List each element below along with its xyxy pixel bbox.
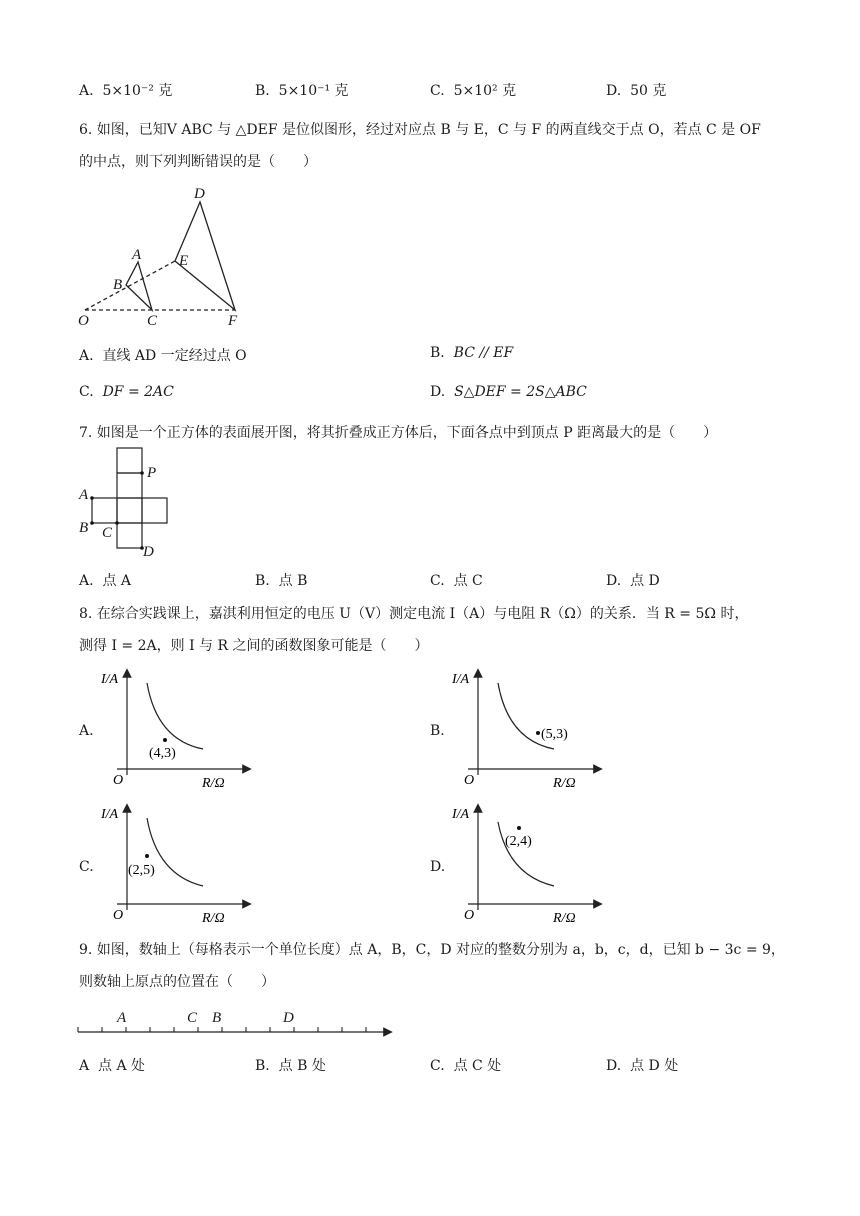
q6-label-a: A xyxy=(132,247,142,263)
option-letter: A. xyxy=(79,348,94,364)
option-letter: A. xyxy=(79,83,94,99)
option-text: 点 C xyxy=(453,573,483,589)
q8-graph-d-letter: D. xyxy=(430,859,446,875)
q6-label-o: O xyxy=(78,313,89,329)
option-letter: D. xyxy=(606,1058,622,1074)
q7-face-3 xyxy=(92,498,117,523)
q6-stem-line1: 6. 如图，已知V ABC 与 △DEF 是位似图形，经过对应点 B 与 E，C 与 F 的两直线交于点 O，若点 C 是 OF xyxy=(79,122,761,138)
q7-point-c xyxy=(115,521,119,525)
x-axis-label: R/Ω xyxy=(553,911,576,926)
q9-stem-line1: 9. 如图，数轴上（每格表示一个单位长度）点 A，B，C，D 对应的整数分别为 a，b，c，d，已知 b − 3c = 9， xyxy=(79,942,785,958)
q7-stem-line1: 7. 如图是一个正方体的表面展开图，将其折叠成正方体后，下面各点中到顶点 P 距离最大的是（ ） xyxy=(79,425,718,441)
q6-label-d: D xyxy=(194,186,205,202)
option-letter: A xyxy=(79,1058,90,1074)
option-letter: D. xyxy=(606,83,622,99)
data-point xyxy=(163,738,167,742)
q8-graph-b xyxy=(446,665,606,795)
data-point xyxy=(536,731,540,735)
axis-label-c: C xyxy=(187,1010,198,1026)
q7-point-b xyxy=(90,521,94,525)
q7-label-p: P xyxy=(147,465,157,481)
curve xyxy=(147,818,203,886)
q6-label-f: F xyxy=(228,313,238,329)
option-text: 点 A 处 xyxy=(98,1058,146,1074)
q8-stem-line1: 8. 在综合实践课上，嘉淇利用恒定的电压 U（V）测定电流 I（A）与电阻 R（Ω）的关系．当 R = 5Ω 时， xyxy=(79,606,749,622)
y-axis-label: I/A xyxy=(452,672,470,687)
origin-label: O xyxy=(113,908,124,923)
option-letter: B. xyxy=(255,573,270,589)
q7-figure xyxy=(0,440,200,565)
option-text: BC // EF xyxy=(453,345,514,361)
q6-line-oe xyxy=(85,261,175,310)
option-text: 点 D 处 xyxy=(630,1058,679,1074)
q5-option-d xyxy=(606,80,666,100)
point-label: (2,5) xyxy=(128,863,155,878)
option-text: 点 A xyxy=(102,573,132,589)
option-text: DF = 2AC xyxy=(102,384,174,400)
tick-marks xyxy=(78,1027,366,1032)
q8-stem-line2: 测得 I = 2A，则 I 与 R 之间的函数图象可能是（ ） xyxy=(79,638,429,654)
q7-face-2 xyxy=(117,473,142,498)
q6-label-e: E xyxy=(179,253,189,269)
option-text: S△DEF = 2S△ABC xyxy=(454,384,587,400)
origin-label: O xyxy=(464,773,475,788)
q5-option-b xyxy=(255,80,349,100)
option-text: 点 B xyxy=(278,573,308,589)
option-letter: C. xyxy=(430,573,445,589)
x-axis-label: R/Ω xyxy=(553,776,576,791)
option-letter: D. xyxy=(430,384,446,400)
q5-option-c xyxy=(430,80,516,100)
q7-label-a: A xyxy=(79,487,89,503)
option-text: 点 C 处 xyxy=(453,1058,502,1074)
point-label: (5,3) xyxy=(541,727,568,742)
data-point xyxy=(517,826,521,830)
y-axis-label: I/A xyxy=(101,672,119,687)
q6-option-c xyxy=(79,384,174,400)
option-letter: B. xyxy=(255,1058,270,1074)
q6-figure xyxy=(0,180,300,330)
q7-point-a xyxy=(90,496,94,500)
origin-label: O xyxy=(464,908,475,923)
q7-face-4 xyxy=(117,498,142,523)
q7-point-p xyxy=(140,471,144,475)
option-letter: C. xyxy=(79,384,94,400)
q7-option-a xyxy=(79,570,131,590)
option-letter: D. xyxy=(606,573,622,589)
q9-stem-line2: 则数轴上原点的位置在（ ） xyxy=(79,974,275,990)
q7-face-1 xyxy=(117,448,142,473)
option-letter: C. xyxy=(430,83,445,99)
curve xyxy=(147,683,203,749)
q8-graph-d xyxy=(446,800,606,930)
q8-graph-b-letter: B. xyxy=(430,723,445,739)
q8-graph-c xyxy=(95,800,255,930)
q6-label-b: B xyxy=(113,277,123,293)
y-axis-label: I/A xyxy=(452,807,470,822)
option-text: 5×10² 克 xyxy=(453,83,517,99)
q6-option-d xyxy=(430,384,587,400)
q7-label-c: C xyxy=(102,525,113,541)
option-text: 直线 AD 一定经过点 O xyxy=(102,348,247,364)
option-text: 5×10⁻¹ 克 xyxy=(278,83,349,99)
q7-option-c xyxy=(430,570,483,590)
q9-option-d xyxy=(606,1055,678,1075)
q7-label-b: B xyxy=(79,520,89,536)
q7-label-d: D xyxy=(143,544,154,560)
point-label: (4,3) xyxy=(149,746,176,761)
q6-label-c: C xyxy=(147,313,158,329)
q7-face-6 xyxy=(117,523,142,548)
option-letter: A. xyxy=(79,573,94,589)
option-letter: B. xyxy=(255,83,270,99)
q5-option-a xyxy=(79,80,172,100)
axis-label-d: D xyxy=(283,1010,294,1026)
option-text: 点 B 处 xyxy=(278,1058,326,1074)
q6-stem-line2: 的中点，则下列判断错误的是（ ） xyxy=(79,154,317,170)
origin-label: O xyxy=(113,773,124,788)
option-letter: B. xyxy=(430,345,445,361)
q6-option-b xyxy=(430,345,513,361)
option-text: 50 克 xyxy=(630,83,667,99)
point-label: (2,4) xyxy=(505,834,532,849)
option-text: 5×10⁻² 克 xyxy=(102,83,173,99)
q7-option-b xyxy=(255,570,307,590)
q6-option-a xyxy=(79,345,247,365)
option-letter: C. xyxy=(430,1058,445,1074)
x-axis-label: R/Ω xyxy=(202,911,225,926)
x-axis-label: R/Ω xyxy=(202,776,225,791)
q9-option-b xyxy=(255,1055,326,1075)
q8-graph-a-letter: A. xyxy=(79,723,94,739)
q8-graph-a xyxy=(95,665,255,795)
axis-label-a: A xyxy=(117,1010,127,1026)
q8-graph-c-letter: C. xyxy=(79,859,94,875)
q9-number-line xyxy=(70,1000,400,1045)
curve xyxy=(498,822,554,886)
y-axis-label: I/A xyxy=(101,807,119,822)
option-text: 点 D xyxy=(630,573,660,589)
q7-face-5 xyxy=(142,498,167,523)
axis-label-b: B xyxy=(212,1010,222,1026)
q9-option-c xyxy=(430,1055,501,1075)
data-point xyxy=(145,854,149,858)
q7-option-d xyxy=(606,570,660,590)
q9-option-a xyxy=(79,1055,145,1075)
